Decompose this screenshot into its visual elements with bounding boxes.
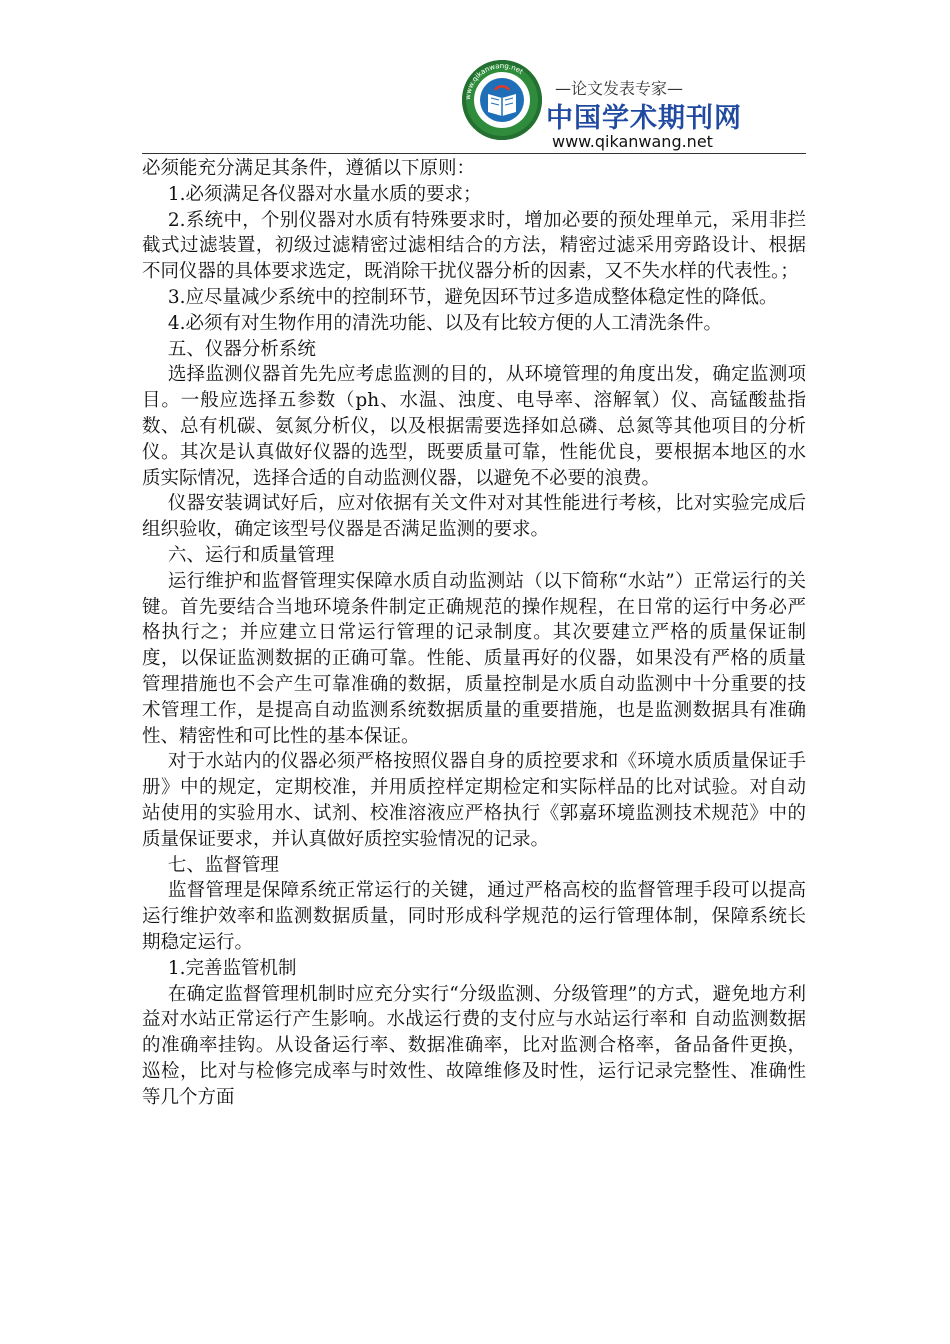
- paragraph: 3.应尽量减少系统中的控制环节，避免因环节过多造成整体稳定性的降低。: [167, 286, 778, 308]
- subsection-heading: 1.完善监管机制: [167, 957, 297, 979]
- paragraph: 4.必须有对生物作用的清洗功能、以及有比较方便的人工清洗条件。: [167, 312, 723, 334]
- section-heading: 六、运行和质量管理: [167, 544, 335, 566]
- seal-ring-text: www.qikanwang.net: [463, 61, 525, 101]
- paragraph: 1.必须满足各仪器对水量水质的要求；: [167, 183, 482, 205]
- paragraph: 对于水站内的仪器必须严格按照仪器自身的质控要求和《环境水质质量保证手册》中的规定，定期校准，并用质控样定期检定和实际样品的比对试验。对自动站使用的实验用水、试剂、校准溶液应严格执行《郭嘉环境监测技术规范》中的质量保证要求，并认真做好质控实验情况的记录。: [142, 751, 806, 850]
- logo-name: 中国学术期刊网: [546, 103, 742, 134]
- paragraph: 仪器安装调试好后，应对依据有关文件对对其性能进行考核，比对实验完成后组织验收，确定该型号仪器是否满足监测的要求。: [142, 493, 806, 541]
- paragraph: 2.系统中，个别仪器对水质有特殊要求时，增加必要的预处理单元，采用非拦截式过滤装置，初级过滤精密过滤相结合的方法，精密过滤采用旁路设计、根据不同仪器的具体要求选定，既消除干扰仪器分析的因素，又不失水样的代表性。；: [142, 209, 806, 283]
- paragraph: 必须能充分满足其条件，遵循以下原则：: [142, 158, 476, 179]
- section-heading: 七、监督管理: [167, 854, 279, 876]
- logo-seal-icon: [462, 60, 542, 140]
- page-header: [0, 60, 950, 156]
- book-icon: [462, 60, 542, 140]
- paragraph: 运行维护和监督管理实保障水质自动监测站（以下简称“水站”）正常运行的关键。首先要结合当地环境条件制定正确规范的操作规程，在日常的运行中务必严格执行之；并应建立日常运行管理的记录制度。其次要建立严格的质量保证制度，以保证监测数据的正确可靠。性能、质量再好的仪器，如果没有严格的质量管理措施也不会产生可靠准确的数据，质量控制是水质自动监测中十分重要的技术管理工作，是提高自动监测系统数据质量的重要措施，也是监测数据具有准确性、精密性和可比性的基本保证。: [142, 570, 806, 747]
- paragraph: 监督管理是保障系统正常运行的关键，通过严格高校的监督管理手段可以提高运行维护效率和监测数据质量，同时形成科学规范的运行管理体制，保障系统长期稳定运行。: [142, 880, 806, 953]
- logo-url: www.qikanwang.net: [552, 132, 713, 151]
- paragraph: 选择监测仪器首先先应考虑监测的目的，从环境管理的角度出发，确定监测项目。一般应选择五参数（ph、水温、浊度、电导率、溶解氧）仪、高锰酸盐指数、总有机碳、氨氮分析仪，以及根据需要选择如总磷、总氮等其他项目的分析仪。其次是认真做好仪器的选型，既要质量可靠，性能优良，要根据本地区的水质实际情况，选择合适的自动监测仪器，以避免不必要的浪费。: [142, 364, 806, 489]
- article-body: [142, 156, 806, 1110]
- paragraph: 在确定监督管理机制时应充分实行“分级监测、分级管理”的方式，避免地方利益对水站正常运行产生影响。水战运行费的支付应与水站运行率和 自动监测数据的准确率挂钩。从设备运行率、数据准确率，比对监测合格率，备品备件更换，巡检，比对与检修完成率与时效性、故障维修及时性，运行记录完整性、准确性等几个方面: [142, 983, 806, 1108]
- header-divider: [142, 153, 806, 154]
- logo-tagline: —论文发表专家—: [555, 79, 684, 98]
- section-heading: 五、仪器分析系统: [167, 338, 316, 360]
